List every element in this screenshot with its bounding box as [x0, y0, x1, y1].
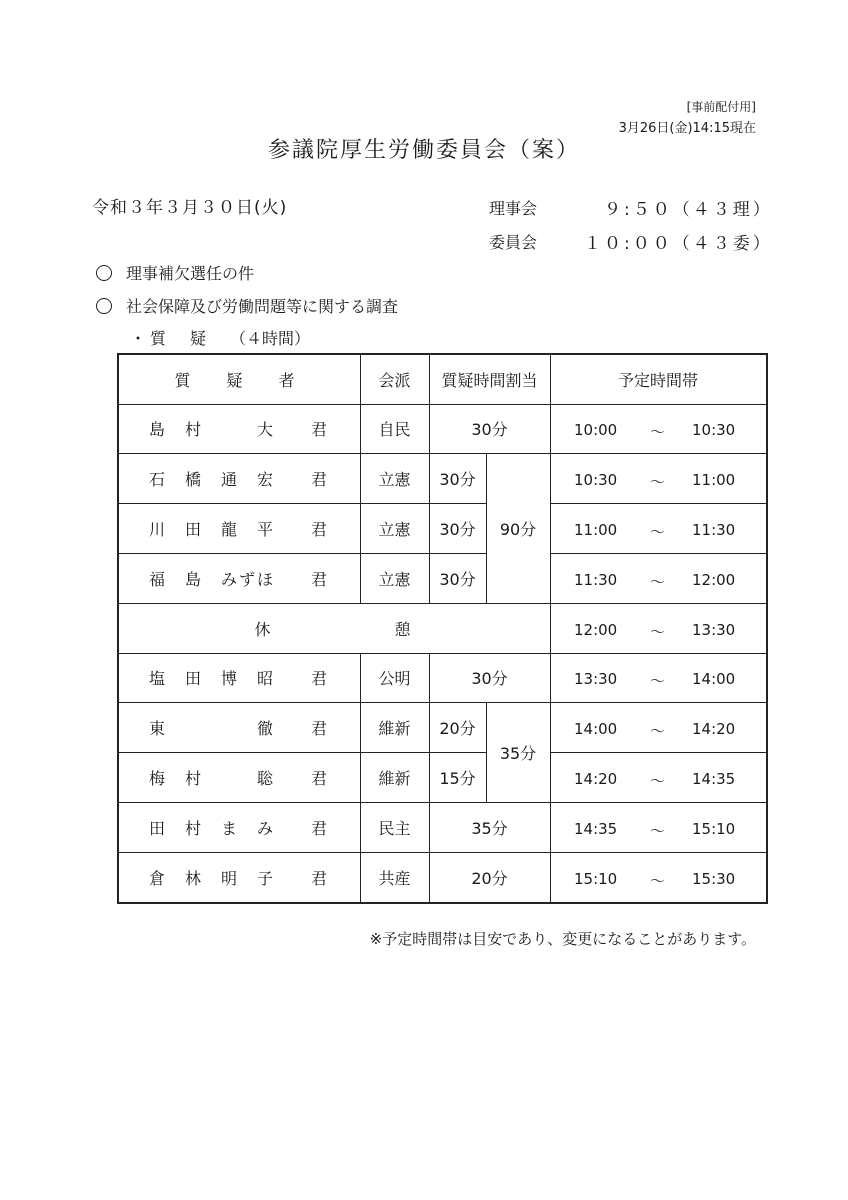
questioning-schedule-table: 質 疑 者 会派 質疑時間割当 予定時間帯 島 村 大 君 自民 30分 10:00 ～ 10:30 石 橋 通 宏 君 立憲 30分 10:30 ～ 11:00 川 田 龍 平 君 立憲 30分 11:00 ～ 11:30 福 島 みずほ 君 立憲 30分 11:30 ～ 12:00 90分 休 憩 12:00 ～ 13:30 塩 田 博 昭 君 公明 30分 13:30 ～ 14:00 東 徹 君 維新 20分 14:00 ～ 14:20 梅 村 聡 君 維新 15分 14:20 ～ 14:35 35分 田 村 ま み 君 民主 35分 14:35 ～ 15:10 倉 林 明 子 君 共産 20分 15:10 ～ 15:30 — [117, 353, 768, 904]
questioning-subheading: ・ 質疑（４時間） — [130, 329, 311, 348]
header-questioner: 質 疑 者 — [174, 371, 305, 390]
table-row-minutes: 30分 — [471, 669, 508, 688]
table-row-faction: 立憲 — [378, 519, 411, 539]
table-row-questioner: 島 村 大 君 — [149, 420, 330, 439]
meeting-date: 令和３年３月３０日(火) — [92, 198, 288, 218]
board-meeting-time: ９:５０（４３理） — [604, 200, 773, 220]
table-row-questioner: 福 島 みずほ 君 — [149, 569, 330, 589]
agenda-item: 社会保障及び労働問題等に関する調査 — [96, 294, 398, 317]
as-of-timestamp: 3月26日(金)14:15現在 — [618, 121, 756, 136]
table-row-faction: 維新 — [378, 768, 411, 788]
committee-meeting-label: 委員会 — [489, 233, 538, 252]
table-row-questioner: 石 橋 通 宏 君 — [149, 469, 330, 489]
table-row-faction: 自民 — [378, 420, 411, 439]
group-total-rikken: 90分 — [499, 519, 537, 539]
table-row-minutes: 30分 — [439, 469, 476, 489]
table-row-faction: 公明 — [378, 669, 411, 688]
table-row-minutes: 30分 — [439, 569, 476, 589]
table-row-questioner: 東 徹 君 — [149, 718, 330, 738]
agenda-item: 理事補欠選任の件 — [96, 261, 254, 284]
table-row-questioner: 塩 田 博 昭 君 — [149, 669, 330, 688]
table-row-questioner: 梅 村 聡 君 — [149, 768, 330, 788]
table-row-questioner: 倉 林 明 子 君 — [149, 868, 330, 888]
committee-meeting-time: １０:００（４３委） — [584, 234, 773, 254]
header-time-slot: 予定時間帯 — [617, 371, 698, 390]
table-row-faction: 立憲 — [378, 569, 411, 589]
table-row-questioner: 川 田 龍 平 君 — [149, 519, 330, 539]
group-total-ishin: 35分 — [499, 743, 537, 763]
table-row-minutes: 30分 — [439, 519, 476, 539]
circle-bullet-icon — [96, 298, 112, 314]
table-row-faction: 民主 — [378, 818, 411, 838]
header-allocation: 質疑時間割当 — [441, 371, 538, 390]
table-row-minutes: 30分 — [471, 420, 508, 439]
recess-row: 休 憩 — [254, 619, 415, 639]
circle-bullet-icon — [96, 265, 112, 281]
table-row-faction: 立憲 — [378, 469, 411, 489]
table-row-faction: 維新 — [378, 718, 411, 738]
table-row-minutes: 35分 — [471, 818, 508, 838]
distribution-tag: [事前配付用] — [686, 100, 756, 114]
table-row-minutes: 20分 — [439, 718, 476, 738]
header-faction: 会派 — [378, 371, 411, 390]
table-row-minutes: 15分 — [439, 768, 476, 788]
table-row-faction: 共産 — [378, 868, 411, 888]
table-row-minutes: 20分 — [471, 868, 508, 888]
table-row-questioner: 田 村 ま み 君 — [149, 818, 330, 838]
board-meeting-label: 理事会 — [489, 199, 538, 218]
footnote: ※予定時間帯は目安であり、変更になることがあります。 — [369, 930, 756, 948]
document-title: 参議院厚生労働委員会（案） — [267, 138, 580, 163]
